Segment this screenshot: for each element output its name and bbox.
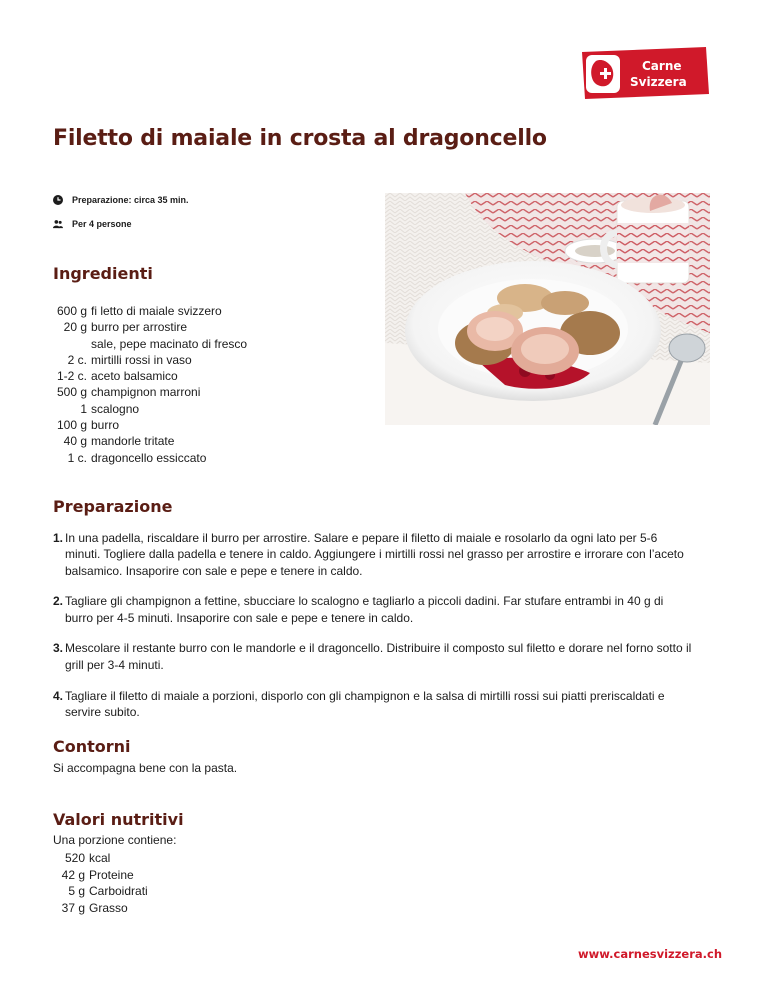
item-name: dragoncello essiccato: [91, 450, 207, 465]
ingredients-heading: Ingredienti: [53, 264, 153, 283]
step-text: Tagliare il filetto di maiale a porzioni, disporlo con gli champignon e la salsa di mirtilli rossi sui piatti preriscaldati e servire subito.: [65, 688, 665, 719]
list-item: [53, 319, 283, 335]
list-item: [53, 401, 283, 417]
prep-time: Preparazione: circa 35 min.: [72, 195, 189, 205]
item-name: kcal: [89, 851, 111, 865]
prep-time-row: [53, 195, 189, 205]
preparation-steps: [53, 530, 693, 735]
carne-svizzera-logo: [578, 46, 711, 100]
step-text: Mescolare il restante burro con le mandorle e il dragoncello. Distribuire il composto sul filetto e dorare nel forno sotto il grill per 3-4 minuti.: [65, 641, 692, 672]
step-number: 2.: [53, 594, 64, 609]
step-text: In una padella, riscaldare il burro per arrostire. Salare e pepare il filetto di maiale e rosolarlo da ogni lato per 5-6 minuti. Togliere dalla padella e tenere in caldo. Aggiungere i mirtilli rossi nel grasso per arrostire e irrorare con l’aceto balsamico. Insaporire con sale e pepe e tenere in caldo.: [65, 531, 684, 578]
nutrition-heading: Valori nutritivi: [53, 810, 184, 829]
list-item: [53, 900, 253, 917]
recipe-photo: [385, 193, 710, 425]
item-name: Carboidrati: [89, 884, 148, 898]
step-number: 1.: [53, 531, 64, 545]
preparation-step: [53, 688, 693, 721]
item-quantity: 40 g: [63, 434, 87, 449]
item-name: Proteine: [89, 867, 134, 882]
preparation-step: [53, 593, 693, 626]
item-name: Grasso: [89, 900, 128, 915]
servings-row: [53, 219, 132, 229]
item-quantity: 1-2 c.: [56, 369, 87, 384]
item-quantity: 1: [80, 401, 87, 416]
logo-line1: Carne: [642, 59, 682, 73]
item-name: sale, pepe macinato di fresco: [91, 336, 248, 351]
item-name: scalogno: [91, 401, 140, 416]
item-quantity: 520: [64, 851, 85, 865]
item-quantity: 2 c.: [67, 352, 87, 367]
people-icon: [53, 219, 63, 229]
clock-icon: [53, 195, 63, 205]
servings: Per 4 persone: [72, 219, 132, 229]
item-quantity: 600 g: [56, 304, 87, 318]
list-item: [53, 883, 253, 900]
item-quantity: 1 c.: [67, 450, 87, 465]
sides-text: Si accompagna bene con la pasta.: [53, 761, 238, 775]
nutrition-intro: Una porzione contiene:: [53, 833, 177, 847]
ingredients-list: [53, 303, 283, 466]
item-quantity: [53, 336, 87, 352]
logo-line2: Svizzera: [630, 75, 687, 89]
item-name: aceto balsamico: [91, 369, 178, 384]
list-item: [53, 450, 283, 466]
item-name: mirtilli rossi in vaso: [91, 352, 192, 367]
list-item: [53, 384, 283, 400]
nutrition-list: [53, 850, 253, 916]
preparation-step: [53, 530, 693, 579]
preparation-heading: Preparazione: [53, 497, 173, 516]
list-item: [53, 867, 253, 884]
item-quantity: 37 g: [61, 900, 85, 915]
list-item: [53, 303, 283, 319]
website-link[interactable]: www.carnesvizzera.ch: [578, 947, 723, 961]
list-item: [53, 433, 283, 449]
step-number: 4.: [53, 688, 64, 703]
item-name: fi letto di maiale svizzero: [91, 304, 222, 318]
step-number: 3.: [53, 641, 64, 656]
item-name: mandorle tritate: [91, 434, 175, 449]
item-name: champignon marroni: [91, 385, 201, 400]
list-item: [53, 352, 283, 368]
item-name: burro: [91, 418, 120, 433]
step-text: Tagliare gli champignon a fettine, sbucciare lo scalogno e tagliarlo a piccoli dadini. Far stufare entrambi in 40 g di burro per 4-5 minuti. Insaporire con sale e pepe e tenere in caldo.: [65, 594, 664, 625]
list-item: [53, 336, 283, 352]
item-quantity: 42 g: [61, 867, 85, 882]
list-item: [53, 368, 283, 384]
list-item: [53, 850, 253, 867]
item-name: burro per arrostire: [91, 320, 188, 335]
sides-heading: Contorni: [53, 737, 131, 756]
item-quantity: 500 g: [56, 385, 87, 400]
preparation-step: [53, 640, 693, 673]
item-quantity: 5 g: [68, 884, 85, 898]
recipe-title: Filetto di maiale in crosta al dragoncello: [53, 126, 547, 151]
item-quantity: 100 g: [56, 418, 87, 433]
item-quantity: 20 g: [63, 320, 87, 335]
list-item: [53, 417, 283, 433]
